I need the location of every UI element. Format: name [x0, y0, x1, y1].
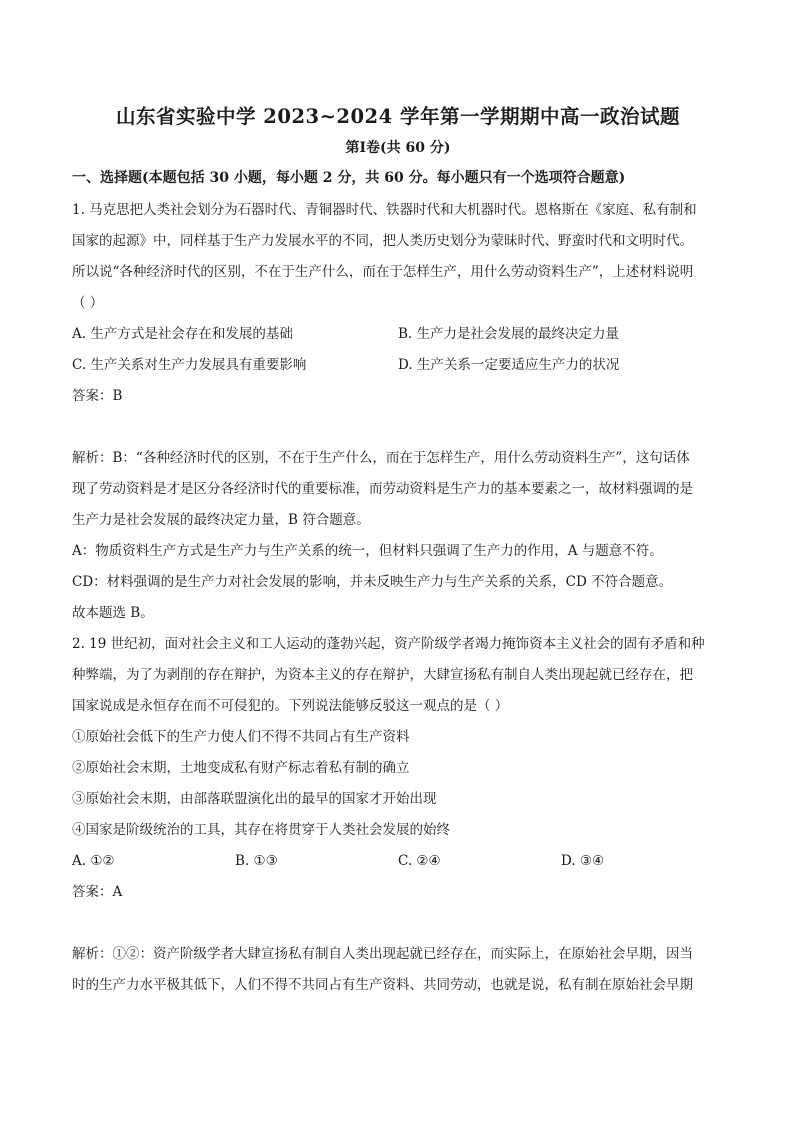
answer: 答案：B — [72, 388, 123, 404]
analysis-line: CD：材料强调的是生产力对社会发展的影响，并未反映生产力与生产关系的关系，CD 不符合题意。 — [72, 574, 673, 590]
options-row — [72, 350, 724, 381]
analysis-line: 故本题选 B。 — [72, 605, 154, 621]
statement: ③原始社会末期，由部落联盟演化出的最早的国家才开始出现 — [72, 791, 437, 807]
question-text-line: 所以说“各种经济时代的区别，不在于生产什么，而在于怎样生产，用什么劳动资料生产”，上述材料说明 — [72, 264, 694, 280]
question-text-line: 种弊端，为了为剥削的存在辩护，为资本主义的存在辩护，大肆宣扬私有制自人类出现起就已经存在，把 — [72, 667, 693, 683]
question-text-line: 2. 19 世纪初，面对社会主义和工人运动的蓬勃兴起，资产阶级学者竭力掩饰资本主义社会的固有矛盾和种 — [72, 636, 705, 652]
option-b: B. 生产力是社会发展的最终决定力量 — [398, 326, 620, 342]
statement: ②原始社会末期，土地变成私有财产标志着私有制的确立 — [72, 760, 410, 776]
option-d: D. 生产关系一定要适应生产力的状况 — [398, 357, 620, 373]
section-heading: 一、选择题(本题包括 30 小题，每小题 2 分，共 60 分。每小题只有一个选项符合题意) — [72, 170, 626, 186]
options-row — [72, 846, 724, 877]
question-2 — [72, 629, 724, 1001]
option-d: D. ③④ — [561, 853, 605, 869]
option-a: A. ①② — [72, 853, 115, 869]
analysis-line: A：物质资料生产方式是生产力与生产关系的统一，但材料只强调了生产力的作用，A 与题意不符。 — [72, 543, 663, 559]
option-c: C. ②④ — [398, 853, 441, 869]
analysis-line: 解析：B：“各种经济时代的区别，不在于生产什么，而在于怎样生产，用什么劳动资料生产”，这句话体 — [72, 450, 690, 466]
exam-subtitle: 第Ⅰ卷(共 60 分) — [345, 140, 451, 156]
question-text-line: 国家说成是永恒存在而不可侵犯的。下列说法能够反驳这一观点的是（ ） — [72, 698, 509, 714]
question-text-line: 1. 马克思把人类社会划分为石器时代、青铜器时代、铁器时代和大机器时代。恩格斯在《家庭、私有制和 — [72, 202, 697, 218]
option-b: B. ①③ — [235, 853, 278, 869]
question-text-line: （ ） — [72, 295, 104, 311]
analysis-line: 时的生产力水平极其低下，人们不得不共同占有生产资料、共同劳动，也就是说，私有制在原始社会早期 — [72, 977, 693, 993]
option-c: C. 生产关系对生产力发展具有重要影响 — [72, 357, 307, 373]
exam-page — [72, 100, 724, 1001]
options-row — [72, 319, 724, 350]
analysis-line: 解析：①②：资产阶级学者大肆宣扬私有制自人类出现起就已经存在，而实际上，在原始社会早期，因当 — [72, 946, 693, 962]
statement: ①原始社会低下的生产力使人们不得不共同占有生产资料 — [72, 729, 410, 745]
option-a: A. 生产方式是社会存在和发展的基础 — [72, 326, 293, 342]
question-1 — [72, 195, 724, 629]
analysis-line: 生产力是社会发展的最终决定力量，B 符合题意。 — [72, 512, 370, 528]
exam-title: 山东省实验中学 2023~2024 学年第一学期期中高一政治试题 — [116, 105, 680, 128]
statement: ④国家是阶级统治的工具，其存在将贯穿于人类社会发展的始终 — [72, 822, 450, 838]
answer: 答案：A — [72, 884, 123, 900]
question-text-line: 国家的起源》中，同样基于生产力发展水平的不同，把人类历史划分为蒙昧时代、野蛮时代和文明时代。 — [72, 233, 693, 249]
analysis-line: 现了劳动资料是才是区分各经济时代的重要标准，而劳动资料是生产力的基本要素之一，故材料强调的是 — [72, 481, 693, 497]
